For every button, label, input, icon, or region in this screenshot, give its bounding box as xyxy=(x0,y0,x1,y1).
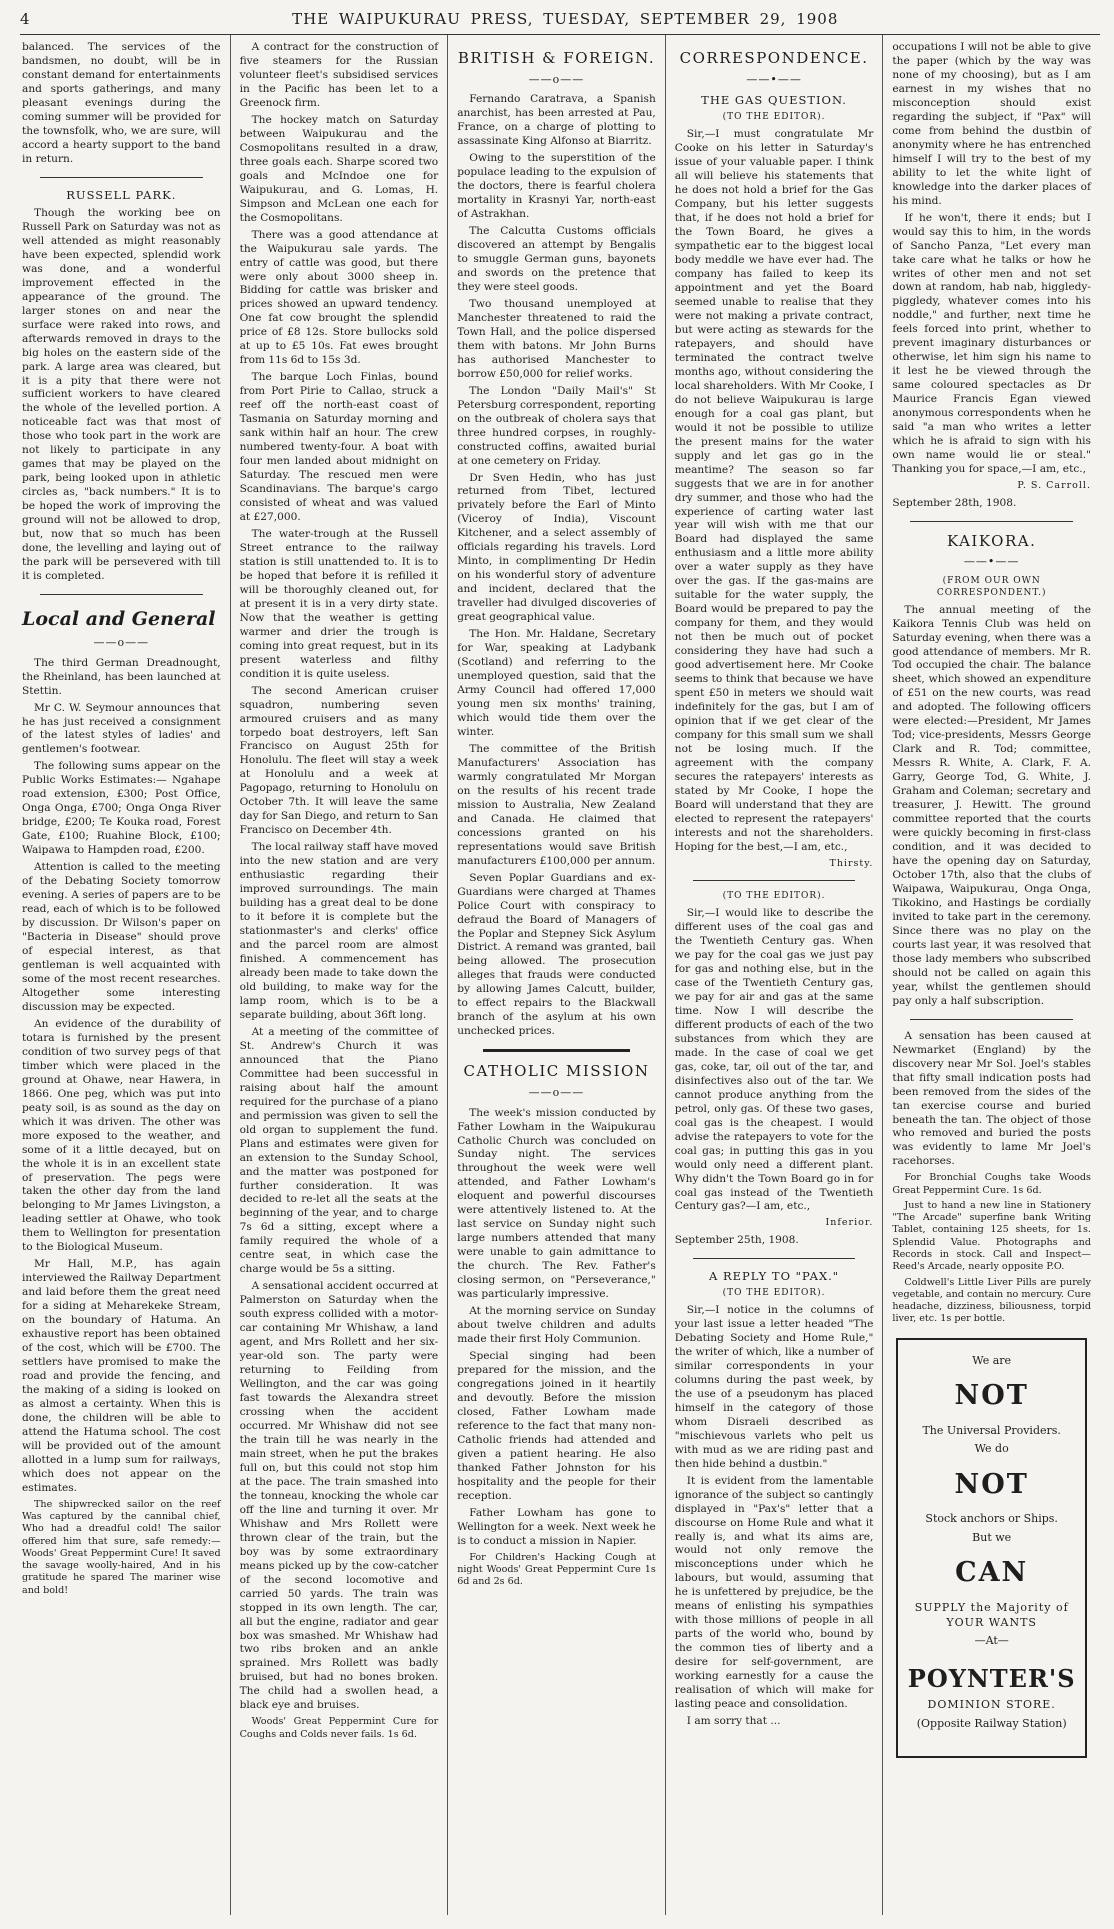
letter-body: Sir,—I notice in the columns of your last issue a letter headed "The Debating Society and Home Rule," the writer of which, like a number of similar correspondents in your columns during the past week, by the use of a pseudonym has placed himself in the category of those whom Disraeli described as "mischievous varlets who pelt us with mud as we are riding past and then hide behind a dustbin." xyxy=(674,1304,874,1470)
news-item: Owing to the superstition of the populace leading to the expulsion of the doctors, there is fearful cholera mortality in Krasnyi Yar, north-east of Astrakhan. xyxy=(457,152,656,221)
letter-body: Sir,—I must congratulate Mr Cooke on his letter in Saturday's issue of your valuable paper. I think all will believe his statements that he does not hold a brief for the Gas Company, but his letter suggests that, if he does not hold a brief for the Town Board, he gives a sympathetic ear to the biggest local body meddle we have ever had. The company has failed to keep its appointment and yet the Board seemed unable to realise that they were not making a private contract, but were acting as stewards for the ratepayers, and should have terminated the contract twelve months ago, without considering the local shareholders. With Mr Cooke, I do not believe Waipukurau is large enough for a coal gas plant, but would it not be possible to utilize the present mains for the water supply and let gas go in the meantime? The season so far suggests that we are in for another dry summer, and those who had the experience of carting water last year will wish with me that our Board had displayed the same enthusiasm and a little more ability over a water supply as they have over the gas. If the gas-mains are suitable for the water supply, the Board would be prepared to pay the company for them, and they would not then be much out of pocket considering they have had such a good advertisement here. Mr Cooke seems to think that because we have spent £50 in meters we should wait indefinitely for the gas, but I am of opinion that if we get clear of the company for this small sum we shall not be losing much. If the agreement with the company secures the ratepayers' interests as stated by Mr Cooke, I hope the Board will understand that they are elected to represent the ratepayers' interests and not the shareholders. Hoping for the best,—I am, etc., xyxy=(674,128,874,853)
news-item: Two thousand unemployed at Manchester threatened to raid the Town Hall, and the police dispersed them with batons. Mr John Burns has authorised Manchester to borrow £50,000 for relief works. xyxy=(457,297,656,380)
news-item: Father Lowham has gone to Wellington for a week. Next week he is to conduct a mission in Napier. xyxy=(457,1506,656,1547)
reply-to-pax-heading: A REPLY TO "PAX." xyxy=(709,1268,840,1283)
news-item: The local railway staff have moved into the new station and are very enthusiastic regarding their improved surroundings. The main building has a great deal to be done to it before it is complete but the stationmaster's and clerks' office and the parcel room are almost finished. A commencement has already been made to take down the old building, to make way for the lamp room, which is to be a separate building, about 36ft long. xyxy=(239,841,439,1021)
poynters-advertisement xyxy=(896,1338,1087,1758)
russell-park-article: Though the working bee on Russell Park on Saturday was not as well attended as might reasonably have been expected, splendid work was done, and a wonderful improvement effected in the appearance of the ground. The larger stones on and near the surface were raked into rows, and afterwards removed in drays to the big holes on the eastern side of the park. A large area was cleared, but it is a pity that there were not sufficient workers to have cleared the whole of the levelled portion. A noticeable fact was that most of those who took part in the work are not likely to participate in any games that may be played on the park, being looked upon in athletic circles as, "back numbers." It is to be hoped the work of improving the ground will not be allowed to drop, but, now that so much has been done, the levelling and laying out of the park will be persevered with till it is completed. xyxy=(22,206,221,583)
news-item: The London "Daily Mail's" St Petersburg correspondent, reporting on the outbreak of cholera says that three hundred corpses, in roughly-constructed coffins, awaited burial at one cemetery on Friday. xyxy=(457,384,656,467)
ad-line: SUPPLY the Majority of YOUR WANTS xyxy=(914,1601,1069,1629)
ornament: ——•—— xyxy=(963,555,1020,569)
news-item: Mr C. W. Seymour announces that he has just received a consignment of the latest styles of ladies' and gentlemen's footwear. xyxy=(22,701,221,756)
advert-line: For Bronchial Coughs take Woods Great Peppermint Cure. 1s 6d. xyxy=(892,1172,1091,1196)
news-item: The annual meeting of the Kaikora Tennis Club was held on Saturday evening, when there was a good attendance of members. Mr R. Tod occupied the chair. The balance sheet, which showed an expenditure of £51 on the new courts, was read and adopted. The following officers were elected:—President, Mr James Tod; vice-presidents, Messrs George Clark and R. Tod; committee, Messrs R. White, A. Clark, F. A. Garry, George Tod, G. White, J. Graham and Coleman; secretary and treasurer, J. Hewitt. The ground committee reported that the courts were quickly becoming in first-class condition, and it was decided to have the opening day on Saturday, October 17th, also that the clubs of Waipawa, Waipukurau, Onga Onga, Tikokino, and Hastings be cordially invited to take part in the ceremony. Since there was no play on the courts last year, it was resolved that those lady members who subscribed should not be called on again this year, whilst the gentlemen should pay only a half subscription. xyxy=(892,603,1091,1007)
band-paragraph: balanced. The services of the bandsmen, no doubt, will be in constant demand for entertainments and sports gatherings, and many pleasant evenings during the coming summer will be provided for the townsfolk, who, we are sure, will accord a hearty support to the band in return. xyxy=(22,41,221,165)
ad-line: Stock anchors or Ships. xyxy=(925,1512,1058,1526)
news-item: The water-trough at the Russell Street entrance to the railway station is still unattended to. It is to be hoped that before it is refilled it will be thoroughly cleaned out, for at present it is in a very dirty state. Now that the weather is getting warmer and drier the trough is coming into great request, but in its present waterless and filthy condition it is quite useless. xyxy=(239,527,439,680)
column-3 xyxy=(447,35,665,1915)
news-item: The barque Loch Finlas, bound from Port Pirie to Callao, struck a reef off the north-east coast of Tasmania on Saturday morning and sank within half an hour. The crew numbered twenty-four. A boat with four men landed about midnight on Saturday. The rescued men were Scandinavians. The barque's cargo consisted of wheat and was valued at £27,000. xyxy=(239,371,439,523)
column-2 xyxy=(230,35,448,1915)
kaikora-heading: KAIKORA. xyxy=(946,531,1037,550)
news-item: Dr Sven Hedin, who has just returned from Tibet, lectured privately before the Earl of Minto (Viceroy of India), Viscount Kitchener, and a select assembly of officials regarding his travels. Lord Minto, in complimenting Dr Hedin on his wonderful story of adventure and incident, declared that the traveller had divulged discoveries of great geographical value. xyxy=(457,471,656,624)
catholic-mission-heading: CATHOLIC MISSION xyxy=(463,1062,650,1081)
letter-date: September 25th, 1908. xyxy=(674,1233,799,1246)
news-item: Seven Poplar Guardians and ex-Guardians were charged at Thames Police Court with conspiracy to defraud the Board of Managers of the Poplar and Stepney Sick Asylum District. A remand was granted, bail being allowed. The prosecution alleges that frauds were conducted by allowing James Calcutt, builder, to effect repairs to the Blackwall branch of the asylum at his own unchecked prices. xyxy=(457,871,656,1038)
british-foreign-heading: BRITISH & FOREIGN. xyxy=(457,49,656,67)
news-item: At the morning service on Sunday about twelve children and adults made their first Holy Communion. xyxy=(457,1305,656,1346)
divider xyxy=(40,177,203,178)
ad-line: The Universal Providers. xyxy=(922,1423,1061,1437)
news-item: A sensation has been caused at Newmarket (England) by the discovery near Mr Sol. Joel's stables that fifty small indication posts had been removed from the sides of the tan exercise course and buried beneath the tan. The object of those who removed and buried the posts was evidently to lame Mr Joel's racehorses. xyxy=(892,1029,1091,1168)
ad-line: —At— xyxy=(974,1634,1009,1648)
russell-park-heading: RUSSELL PARK. xyxy=(66,187,177,202)
news-item: An evidence of the durability of totara is furnished by the present condition of two survey pegs of that timber which were placed in the ground at Ohawe, near Hawera, in 1866. One peg, which was put into peaty soil, is as sound as the day on which it was driven. The other was more exposed to the weather, and some of it a little decayed, but on the whole it is in an excellent state of preservation. The pegs were taken the other day from the land belonging to Mr James Livingston, a leading settler at Ohawe, who took them to Wellington for presentation to the Biological Museum. xyxy=(22,1017,221,1254)
letter-body: If he won't, there it ends; but I would say this to him, in the words of Sancho Panza, "Let every man take care what he talks or how he writes of other men and not set down at random, hab nab, higgledy-piggledy, whatever comes into his noddle," and further, next time he feels forced into print, whether to prevent imaginary disturbances or otherwise, let him sign his name to it lest he be viewed through the same coloured spectacles as Dr Maurice Francis Egan viewed anonymous correspondents when he said "a man who writes a letter which he is afraid to sign with his own name would lie or steal." Thanking you for space,—I am, etc., xyxy=(892,211,1091,476)
news-item: The hockey match on Saturday between Waipukurau and the Cosmopolitans resulted in a draw, three goals each. Sharpe scored two goals and McIndoe one for Waipukurau, and G. Lomas, H. Simpson and McLean one each for the Cosmopolitans. xyxy=(239,113,439,224)
advert-verse: The shipwrecked sailor on the reef Was captured by the cannibal chief, Who had a dreadful cold! The sailor offered him that sure, safe remedy:— Woods' Great Peppermint Cure! It saved the savage woolly-haired, And in his gratitude he spared The mariner wise and bold! xyxy=(22,1498,221,1596)
letter-signature: P. S. Carroll. xyxy=(1017,480,1091,492)
news-item: Attention is called to the meeting of the Debating Society tomorrow evening. A series of papers are to be read, each of which is to be followed by discussion. Dr Wilson's paper on "Bacteria in Disease" should prove of especial interest, as that gentleman is well acquainted with some of the most recent researches. Altogether some interesting discussion may be expected. xyxy=(22,861,221,1013)
ad-line: (Opposite Railway Station) xyxy=(916,1716,1067,1730)
news-item: Special singing had been prepared for the mission, and the congregations joined in it heartily and devoutly. Before the mission closed, Father Lowham made reference to the fact that many non-Catholic friends had attended and given a patient hearing. He also thanked Father Johnston for his hospitality and the people for their reception. xyxy=(457,1350,656,1502)
column-1 xyxy=(20,35,230,1915)
local-general-heading: Local and General xyxy=(22,608,216,631)
letter-body: It is evident from the lamentable ignorance of the subject so cantingly displayed in "Pax's" letter that a discourse on Home Rule and what it really is, and what its aims are, would not only remove the misconceptions under which he labours, but would, assuming that he is unfettered by prejudice, be the means of enlisting his sympathies with those millions of people in all parts of the world who, bound by the common ties of liberty and a desire for self-government, are working earnestly for a cause the realisation of which will make for lasting peace and consolidation. xyxy=(674,1474,874,1711)
ornament: ——o—— xyxy=(93,636,150,650)
letter-signature: Thirsty. xyxy=(829,857,874,869)
letter-date: September 28th, 1908. xyxy=(892,496,1017,509)
to-editor-label: (TO THE EDITOR). xyxy=(722,891,826,902)
news-item: The third German Dreadnought, the Rheinland, has been launched at Stettin. xyxy=(22,656,221,697)
news-item: The Hon. Mr. Haldane, Secretary for War, speaking at Ladybank (Scotland) and referring to the unemployed question, said that the Army Council had offered 17,000 young men six months' training, which would tide them over the winter. xyxy=(457,628,656,738)
advert-line: Woods' Great Peppermint Cure for Coughs and Colds never fails. 1s 6d. xyxy=(239,1716,439,1740)
divider xyxy=(910,521,1073,522)
correspondence-heading: CORRESPONDENCE. xyxy=(679,49,869,67)
letter-body: I am sorry that ... xyxy=(686,1715,781,1728)
ad-line: We do xyxy=(974,1442,1009,1456)
news-item: The committee of the British Manufacturers' Association has warmly congratulated Mr Morgan on the results of his recent trade mission to Australia, New Zealand and Canada. He claimed that concessions granted on his representations would save British manufacturers £100,000 per annum. xyxy=(457,742,656,867)
ad-line: DOMINION STORE. xyxy=(927,1698,1056,1712)
to-editor-label: (TO THE EDITOR). xyxy=(722,1288,826,1299)
news-item: A contract for the construction of five steamers for the Russian volunteer fleet's subsidised services in the Pacific has been let to a Greenock firm. xyxy=(239,41,439,109)
ad-can: CAN xyxy=(955,1557,1029,1589)
divider xyxy=(693,880,856,881)
ad-line: But we xyxy=(972,1530,1012,1544)
column-4 xyxy=(665,35,883,1915)
newspaper-title: THE WAIPUKURAU PRESS, TUESDAY, SEPTEMBER 29, 1908 xyxy=(292,10,839,28)
divider xyxy=(40,594,203,595)
divider xyxy=(483,1049,630,1052)
masthead xyxy=(20,10,1100,35)
ad-store-name: POYNTER'S xyxy=(907,1663,1076,1693)
correspondent-label: (FROM OUR OWN CORRESPONDENT.) xyxy=(936,575,1047,598)
news-item: The following sums appear on the Public Works Estimates:— Ngahape road extension, £300; Post Office, Onga Onga, £700; Onga Onga River bridge, £200; Te Kouka road, Forest Gate, £100; Ruahine Block, £100; Waipawa to Hampden road, £200. xyxy=(22,760,221,857)
news-item: There was a good attendance at the Waipukurau sale yards. The entry of cattle was good, but there were only about 3000 sheep in. Bidding for cattle was brisker and prices showed an upward tendency. One fat cow brought the splendid price of £8 12s. Store bullocks sold at up to £5 10s. Fat ewes brought from 11s 6d to 15s 3d. xyxy=(239,228,439,367)
advert-line: For Children's Hacking Cough at night Woods' Great Peppermint Cure 1s 6d and 2s 6d. xyxy=(457,1551,656,1588)
news-item: The second American cruiser squadron, numbering seven armoured cruisers and as many torpedo boat destroyers, left San Francisco on August 25th for Honolulu. The fleet will stay a week at Honolulu and a week at Pagopago, returning to Honolulu on October 7th. It will leave the same day for San Diego, and return to San Francisco on December 4th. xyxy=(239,684,439,837)
divider xyxy=(910,1019,1073,1020)
letter-signature: Inferior. xyxy=(825,1217,874,1229)
ornament: ——•—— xyxy=(746,72,802,86)
ad-not-1: NOT xyxy=(954,1380,1029,1412)
news-item: Fernando Caratrava, a Spanish anarchist, has been arrested at Pau, France, on a charge of plotting to assassinate King Alfonso at Biarritz. xyxy=(457,93,656,148)
ornament: ——o—— xyxy=(528,1086,585,1100)
news-item: At a meeting of the committee of St. Andrew's Church it was announced that the Piano Committee had been successful in raising about half the amount required for the purchase of a piano and permission was given to sell the old organ to supplement the fund. Plans and estimates were given for an extension to the Sunday School, and the matter was postponed for further consideration. It was decided to re-let all the seats at the beginning of the year, and to charge 7s 6d a sitting, except where a family required the whole of a centre seat, in which case the charge would be 5s a sitting. xyxy=(239,1025,439,1276)
advert-line: Just to hand a new line in Stationery "The Arcade" superfine bank Writing Tablet, containing 125 sheets, for 1s. Splendid Value. Photographs and Records in stock. Call and Inspect— Reed's Arcade, nearly opposite P.O. xyxy=(892,1199,1091,1273)
columns xyxy=(20,35,1100,1915)
ornament: ——o—— xyxy=(528,72,585,86)
letter-body: occupations I will not be able to give the paper (which by the way was none of my choosing), but as I am earnest in my wishes that no misconception should exist regarding the subject, if "Pax" will come from behind the dustbin of anonymity where he has entrenched himself I will try to the best of my ability to let the white light of knowledge into the darker places of his mind. xyxy=(892,41,1091,207)
ad-not-2: NOT xyxy=(954,1468,1029,1500)
advert-line: Coldwell's Little Liver Pills are purely vegetable, and contain no mercury. Cure headache, dizziness, biliousness, torpid liver, etc. 1s per bottle. xyxy=(892,1276,1091,1325)
divider xyxy=(693,1258,856,1259)
to-editor-label: (TO THE EDITOR). xyxy=(722,112,826,123)
column-5 xyxy=(882,35,1100,1915)
ad-line: We are xyxy=(972,1353,1012,1367)
news-item: A sensational accident occurred at Palmerston on Saturday when the south express collided with a motor-car containing Mr Whishaw, a land agent, and Mrs Rollett and her six-year-old son. The party were returning to Feilding from Wellington, and the car was going fast towards the Alexandra street crossing when the accident occurred. Mr Whishaw did not see the train till he was nearly in the main street, when he put the brakes full on, but this could not stop him at the pace. The train smashed into the tonneau, knocking the whole car off the line and turning it over. Mr Whishaw and Mrs Rollett were thrown clear of the train, but the boy was by some extraordinary means picked up by the cow-catcher of the second locomotive and carried 50 yards. The train was stopped in its own length. The car, all but the engine, radiator and gear box was smashed. Mr Whishaw had two ribs broken and an ankle sprained. Mrs Rollett was badly bruised, but had no bones broken. The child had a swollen head, a black eye and bruises. xyxy=(239,1280,439,1712)
letter-body: Sir,—I would like to describe the different uses of the coal gas and the Twentieth Century gas. When we pay for the coal gas we just pay for gas and nothing else, but in the case of the Twentieth Century gas, we pay for air and gas at the same time. Now I will describe the different products of each of the two substances from which they are made. In the case of coal we get gas, coke, tar, oil out of the tar, and disinfectives also out of the tar. We cannot produce anything from the petrol, only gas. Of these two gases, coal gas is the cheapest. I would advise the ratepayers to vote for the coal gas; in putting this gas in you would only need a different plant. Why didn't the Town Board go in for coal gas instead of the Twentieth Century gas?—I am, etc., xyxy=(674,907,874,1213)
page-number: 4 xyxy=(20,10,31,28)
gas-question-heading: THE GAS QUESTION. xyxy=(701,93,847,108)
news-item: The Calcutta Customs officials discovered an attempt by Bengalis to smuggle German guns, bayonets and swords on the pretence that they were steel goods. xyxy=(457,225,656,293)
news-item: Mr Hall, M.P., has again interviewed the Railway Department and laid before them the great need for a siding at Meharekeke Stream, on the boundary of Hatuma. An exhaustive report has been obtained of the cost, which will be £700. The settlers have promised to make the road and provide the fencing, and the making of a siding is looked on as almost a certainty. When this is done, the children will be able to attend the Hatuma school. The cost will be provided out of the amount allotted in a lump sum for railways, which does not appear on the estimates. xyxy=(22,1258,221,1494)
news-item: The week's mission conducted by Father Lowham in the Waipukurau Catholic Church was concluded on Sunday night. The services throughout the week were well attended, and Father Lowham's eloquent and powerful discourses were attentively listened to. At the last service on Sunday night such large numbers attended that many were unable to gain admittance to the church. The Rev. Father's closing sermon, on "Perseverance," was particularly impressive. xyxy=(457,1106,656,1301)
